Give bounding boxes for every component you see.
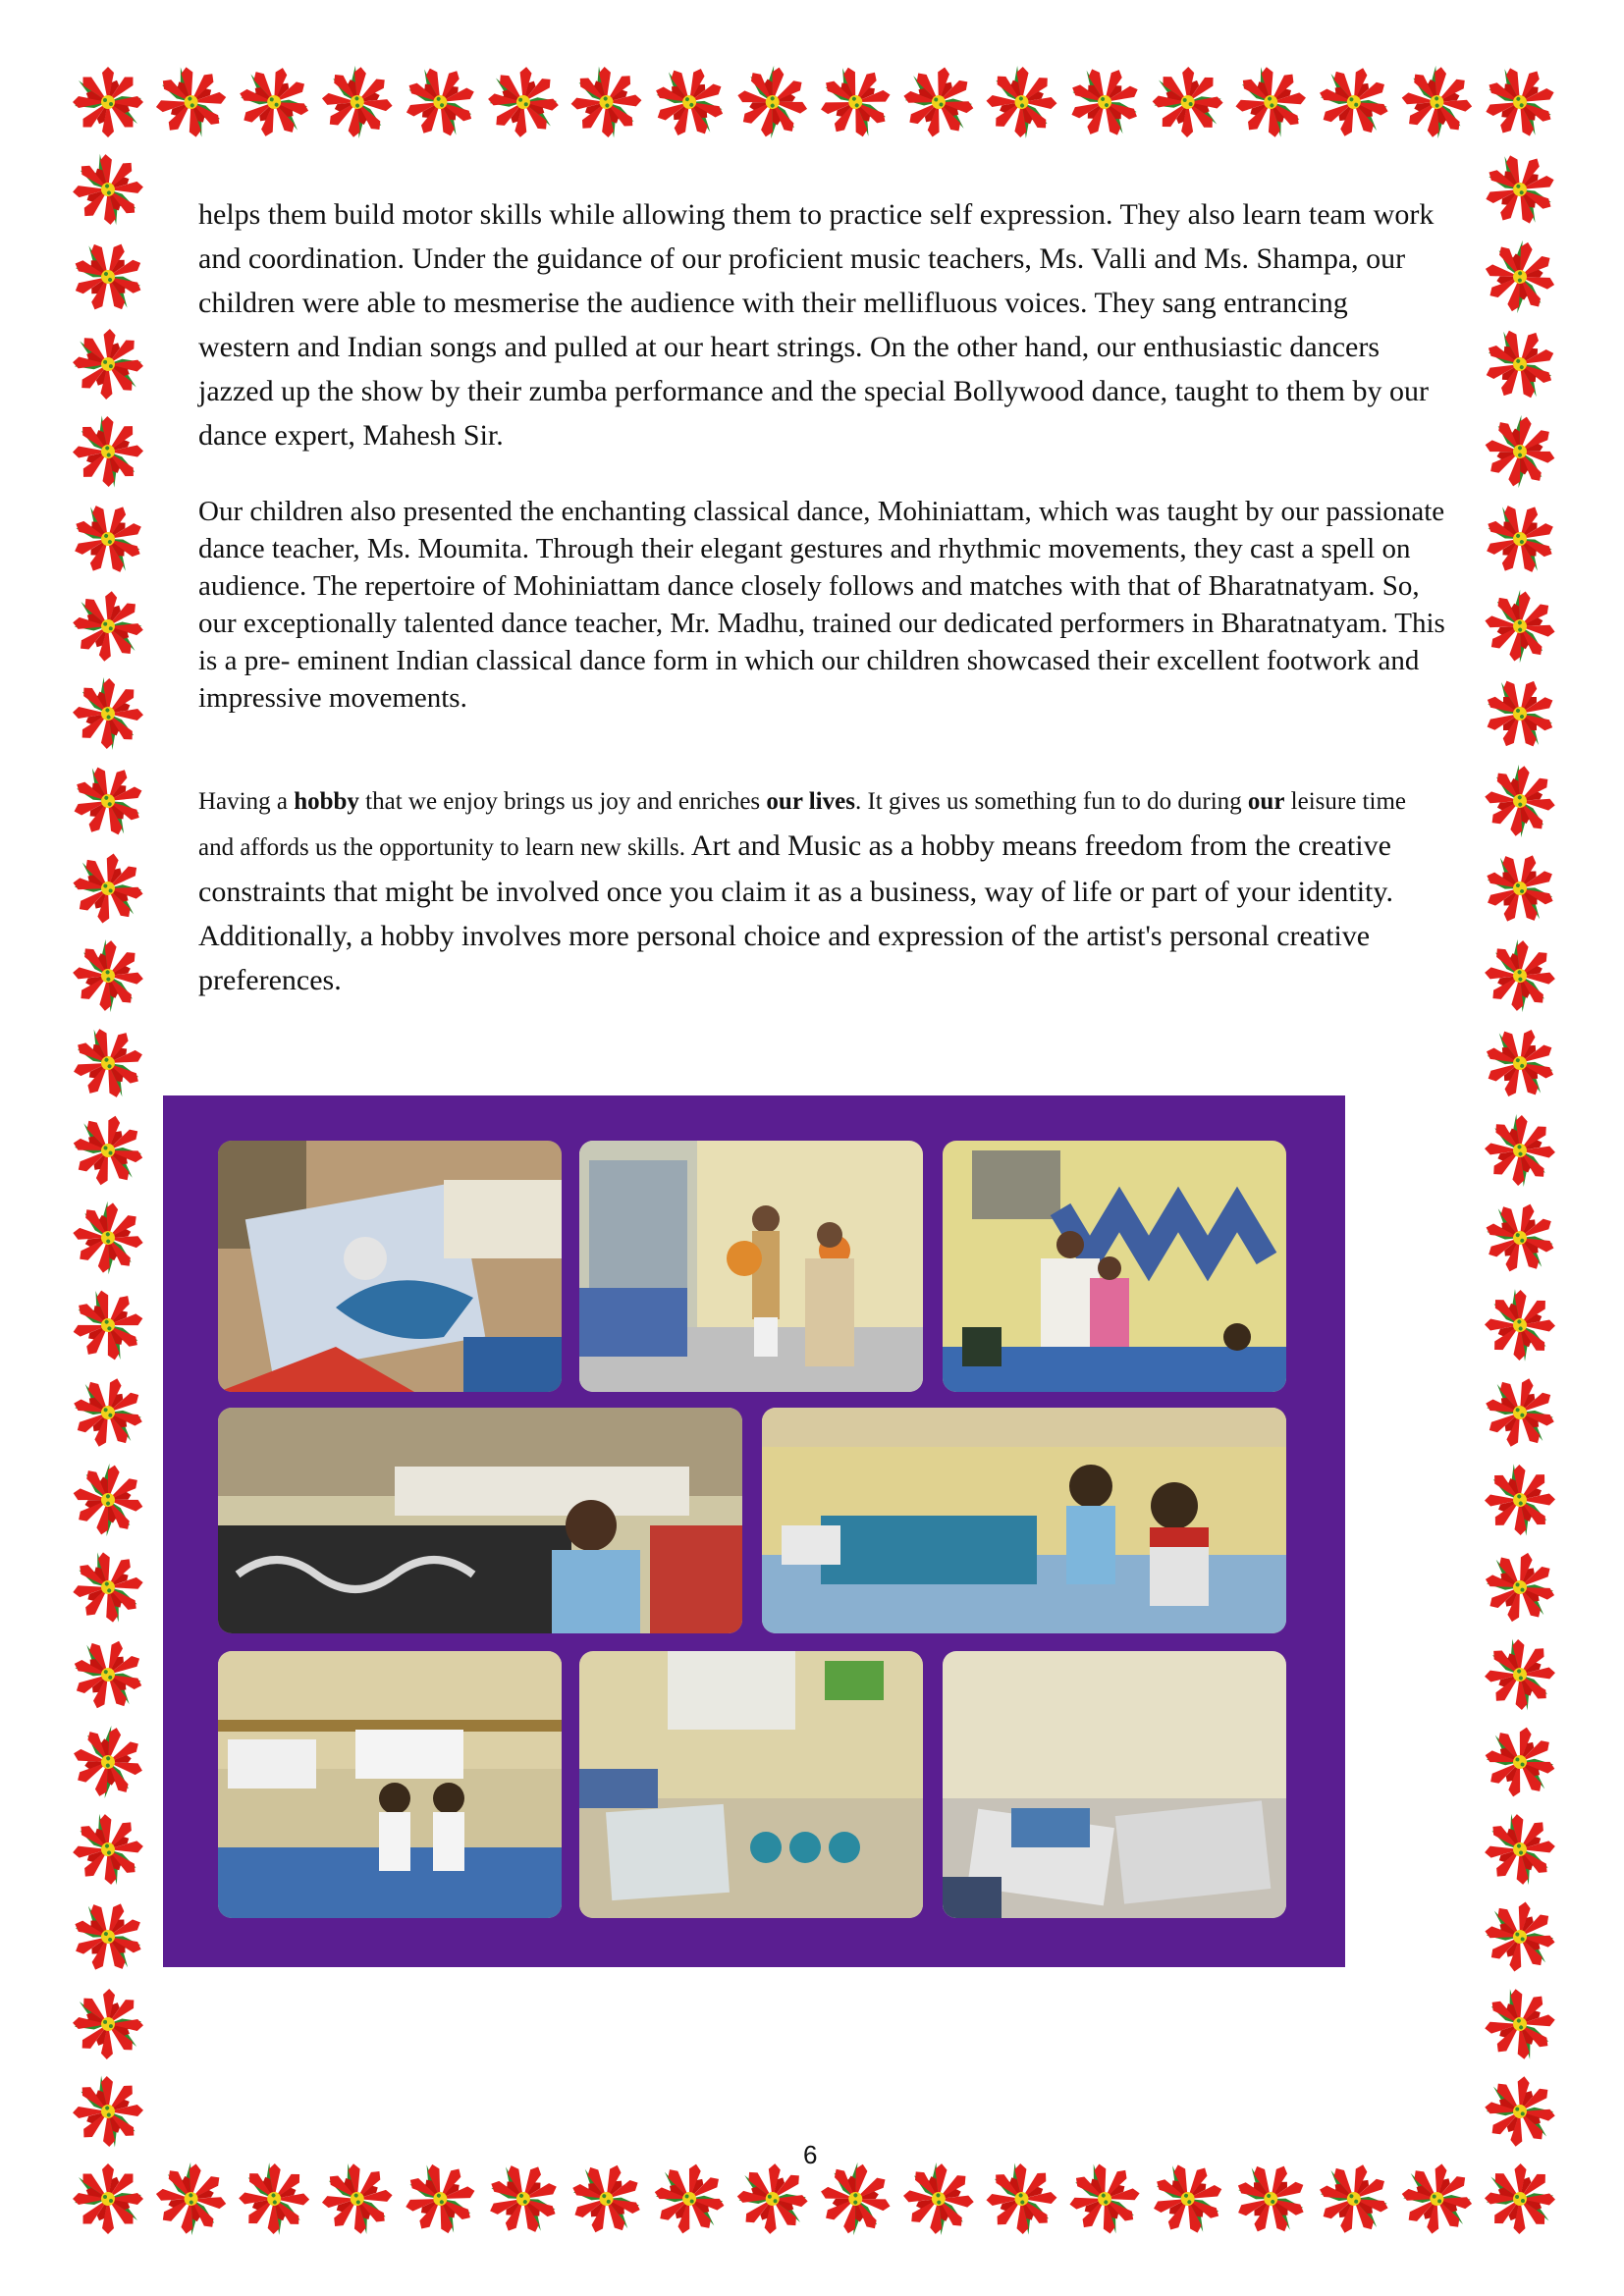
photo-classroom-exhibit bbox=[579, 1651, 923, 1918]
photo-teacher-student bbox=[579, 1141, 923, 1392]
poinsettia-icon bbox=[1470, 1625, 1570, 1725]
poinsettia-icon bbox=[59, 1538, 158, 1637]
hobby-text-4: leisure time and affords us the opportunity to learn new skills. bbox=[198, 788, 1406, 861]
poinsettia-icon bbox=[60, 753, 155, 848]
hobby-bold-1: hobby bbox=[294, 788, 359, 815]
poinsettia-icon bbox=[68, 848, 148, 929]
hobby-text-6: Additionally, a hobby involves more personal choice and expression of the artist's personal creative preferences. bbox=[198, 920, 1371, 996]
photo-teacher-girl bbox=[943, 1141, 1286, 1392]
poinsettia-icon bbox=[1470, 1974, 1569, 2073]
poinsettia-icon bbox=[1481, 2072, 1559, 2151]
poinsettia-icon bbox=[1473, 317, 1568, 412]
poinsettia-icon bbox=[71, 327, 145, 401]
poinsettia-icon bbox=[141, 53, 241, 152]
hobby-text-2: that we enjoy brings us joy and enriches bbox=[358, 788, 767, 815]
paragraph-hobby bbox=[198, 777, 1445, 1002]
photo-boy-artwork bbox=[218, 1408, 742, 1633]
poinsettia-icon bbox=[1471, 228, 1568, 325]
poinsettia-icon bbox=[1311, 59, 1397, 145]
hobby-bold-3: our bbox=[1247, 788, 1285, 815]
poinsettia-icon bbox=[232, 59, 317, 144]
paragraph-music-dance: helps them build motor skills while allowing them to practice self expression. They also learn team work and coordination. Under the guidance of our proficient music teachers, Ms. Valli and Ms. Shampa, our children were able to mesmerise the audience with their mellifluous voices. They sang entrancing western and Indian songs and pulled at our heart strings. On the other hand, our enthusiastic dancers jazzed up the show by their zumba performance and the special Bollywood dance, taught to them by our dance expert, Mahesh Sir. bbox=[198, 198, 1435, 452]
poinsettia-icon bbox=[1472, 141, 1568, 238]
poinsettia-icon bbox=[1224, 2153, 1317, 2245]
poinsettia-icon bbox=[1472, 54, 1568, 150]
poinsettia-icon bbox=[393, 54, 488, 149]
hobby-bold-2: our lives bbox=[766, 788, 855, 815]
poinsettia-icon bbox=[1140, 2151, 1236, 2247]
poinsettia-icon bbox=[1474, 667, 1566, 760]
poinsettia-icon bbox=[644, 57, 734, 147]
poinsettia-icon bbox=[72, 1988, 144, 2060]
photo-collage bbox=[163, 1095, 1345, 1967]
poinsettia-icon bbox=[562, 2155, 651, 2244]
poinsettia-icon bbox=[73, 67, 143, 137]
poinsettia-icon bbox=[58, 139, 158, 240]
poinsettia-icon bbox=[1397, 2159, 1477, 2238]
hobby-text-3: . It gives us something fun to do during bbox=[854, 788, 1248, 815]
poinsettia-icon bbox=[1484, 2163, 1555, 2234]
poinsettia-icon bbox=[1311, 2156, 1397, 2242]
poinsettia-icon bbox=[972, 2149, 1072, 2249]
poinsettia-icon bbox=[1477, 1369, 1563, 1456]
poinsettia-icon bbox=[307, 52, 406, 151]
poinsettia-icon bbox=[141, 2150, 241, 2249]
poinsettia-icon bbox=[1478, 1545, 1562, 1629]
poinsettia-icon bbox=[73, 2163, 143, 2234]
hobby-text-1: Having a bbox=[198, 788, 295, 815]
poinsettia-icon bbox=[62, 231, 154, 323]
poinsettia-icon bbox=[58, 2061, 158, 2162]
poinsettia-icon bbox=[972, 52, 1072, 152]
poinsettia-icon bbox=[806, 53, 904, 151]
poinsettia-icon bbox=[224, 2149, 324, 2249]
poinsettia-icon bbox=[1471, 402, 1569, 501]
poinsettia-icon bbox=[1479, 1721, 1561, 1803]
poinsettia-icon bbox=[65, 1369, 151, 1456]
poinsettia-icon bbox=[61, 492, 155, 586]
poinsettia-icon bbox=[307, 2149, 406, 2248]
article-body bbox=[198, 192, 1445, 1002]
paragraph-classical-dance: Our children also presented the enchanting classical dance, Mohiniattam, which was taught by our passionate dance teacher, Ms. Moumita. Through their elegant gestures and rhythmic movements, they cast a spell on audience. The repertoire of Mohiniattam dance closely follows and matches with that of Bharatnatyam. So, our exceptionally talented dance teacher, Mr. Madhu, trained our dedicated performers in Bharatnatyam. This is a pre- eminent Indian classical dance form in which our children showcased their excellent footwork and impressive movements. bbox=[198, 496, 1445, 714]
poinsettia-icon bbox=[806, 2150, 904, 2248]
poinsettia-icon bbox=[1058, 55, 1152, 148]
poinsettia-icon bbox=[648, 2158, 731, 2240]
poinsettia-icon bbox=[59, 1276, 157, 1374]
poinsettia-icon bbox=[1471, 577, 1570, 676]
photo-newspaper-art bbox=[943, 1651, 1286, 1918]
poinsettia-icon bbox=[897, 61, 979, 142]
hobby-text-5: Art and Music as a hobby means freedom from the creative constraints that might be involved once you claim it as a business, way of life or part of your identity. bbox=[198, 829, 1393, 908]
photo-art-display bbox=[218, 1141, 562, 1392]
poinsettia-icon bbox=[59, 1451, 157, 1549]
poinsettia-icon bbox=[1387, 52, 1487, 151]
poinsettia-icon bbox=[62, 1891, 153, 1982]
poinsettia-icon bbox=[485, 64, 562, 140]
poinsettia-icon bbox=[1473, 492, 1567, 586]
poinsettia-icon bbox=[60, 1714, 157, 1811]
poinsettia-icon bbox=[1470, 751, 1569, 850]
poinsettia-icon bbox=[1475, 1018, 1565, 1108]
poinsettia-icon bbox=[1470, 1799, 1569, 1898]
poinsettia-icon bbox=[476, 2152, 570, 2246]
poinsettia-icon bbox=[60, 1015, 157, 1112]
poinsettia-icon bbox=[1476, 1194, 1564, 1282]
poinsettia-icon bbox=[392, 2150, 489, 2247]
page-number: 6 bbox=[803, 2140, 818, 2169]
photo-two-girls bbox=[218, 1651, 562, 1918]
poinsettia-icon bbox=[1470, 1100, 1570, 1201]
poinsettia-icon bbox=[1470, 1450, 1570, 1550]
poinsettia-icon bbox=[889, 2149, 988, 2248]
poinsettia-icon bbox=[58, 664, 158, 764]
poinsettia-icon bbox=[557, 52, 657, 152]
poinsettia-icon bbox=[1221, 52, 1321, 151]
photo-two-boys bbox=[762, 1408, 1286, 1633]
poinsettia-icon bbox=[724, 53, 822, 151]
poinsettia-icon bbox=[1152, 66, 1223, 137]
poinsettia-icon bbox=[58, 1799, 157, 1898]
poinsettia-icon bbox=[69, 587, 146, 665]
poinsettia-icon bbox=[1470, 1275, 1570, 1375]
poinsettia-icon bbox=[58, 926, 157, 1025]
poinsettia-icon bbox=[1470, 926, 1569, 1025]
poinsettia-icon bbox=[66, 1108, 149, 1192]
poinsettia-icon bbox=[59, 1189, 158, 1288]
poinsettia-icon bbox=[1056, 2150, 1155, 2249]
poinsettia-icon bbox=[1480, 1896, 1560, 1977]
poinsettia-icon bbox=[734, 2162, 810, 2237]
poinsettia-icon bbox=[1474, 842, 1565, 934]
poinsettia-icon bbox=[58, 401, 158, 502]
poinsettia-icon bbox=[64, 1630, 153, 1720]
